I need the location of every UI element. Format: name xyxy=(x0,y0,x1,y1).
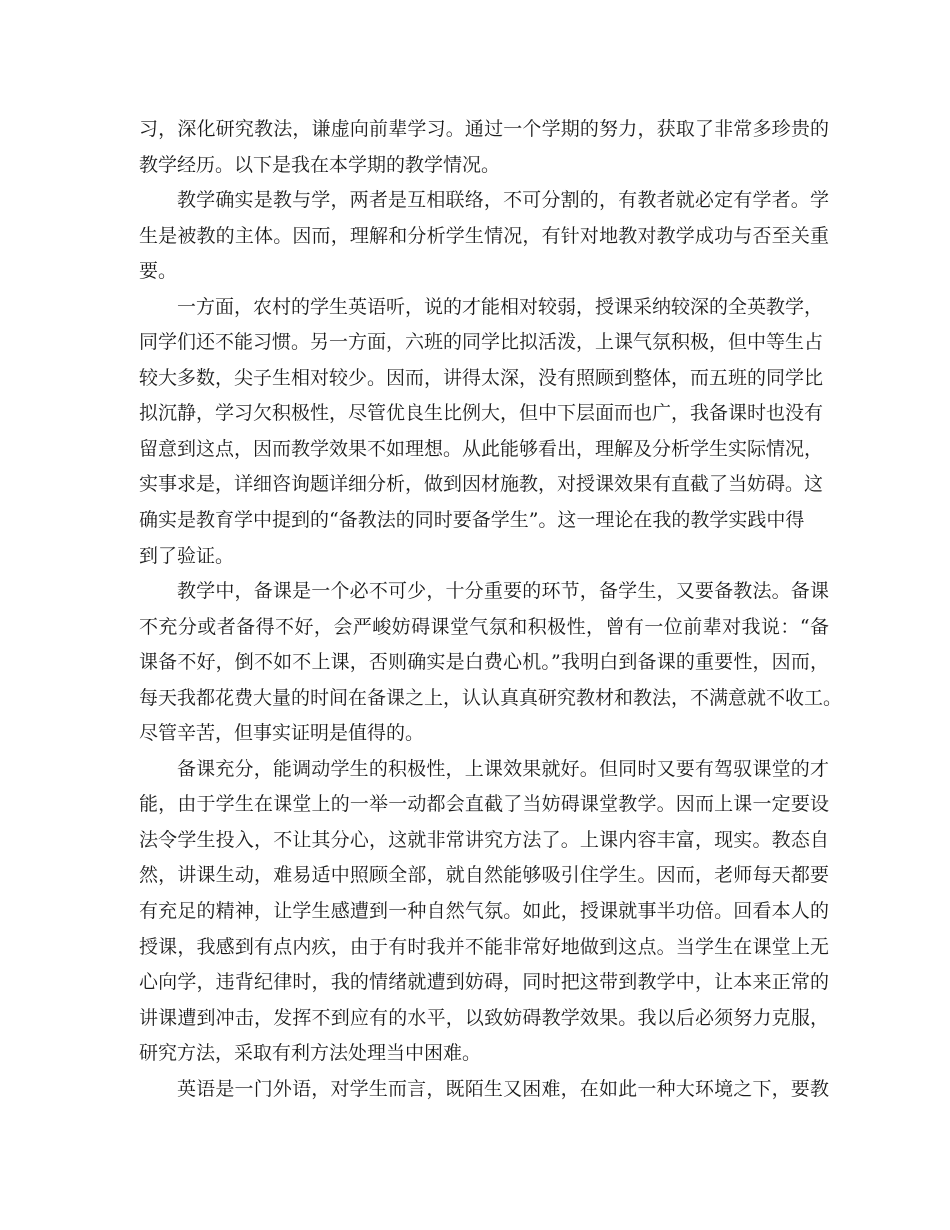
paragraph-first-line: 备课充分，能调动学生的积极性，上课效果就好。但同时又要有驾驭课堂的才 xyxy=(177,757,829,780)
text-line: 尽管辛苦，但事实证明是值得的。 xyxy=(139,722,425,745)
paragraph-first-line: 教学中，备课是一个必不可少，十分重要的环节，备学生，又要备教法。备课 xyxy=(177,580,829,603)
text-line: 法令学生投入，不让其分心，这就非常讲究方法了。上课内容丰富，现实。教态自 xyxy=(139,828,829,851)
text-line: 较大多数，尖子生相对较少。因而，讲得太深，没有照顾到整体，而五班的同学比 xyxy=(139,366,824,389)
text-line: 生是被教的主体。因而，理解和分析学生情况，有针对地教对教学成功与否至关重 xyxy=(139,224,829,247)
text-line: 确实是教育学中提到的“备教法的同时要备学生”。这一理论在我的教学实践中得 xyxy=(139,509,805,532)
text-line: 研究方法，采取有利方法处理当中困难。 xyxy=(139,1042,482,1065)
body-text xyxy=(139,112,843,1107)
text-line: 有充足的精神，让学生感遭到一种自然气氛。如此，授课就事半功倍。回看本人的 xyxy=(139,900,829,923)
text-line: 到了验证。 xyxy=(139,544,235,567)
text-line: 拟沉静，学习欠积极性，尽管优良生比例大，但中下层面而也广，我备课时也没有 xyxy=(139,402,824,425)
text-line: 同学们还不能习惯。另一方面，六班的同学比拟活泼，上课气氛积极，但中等生占 xyxy=(139,331,824,354)
text-line: 课备不好，倒不如不上课，否则确实是白费心机。”我明白到备课的重要性，因而， xyxy=(139,651,829,674)
text-line: 心向学，违背纪律时，我的情绪就遭到妨碍，同时把这带到教学中，让本来正常的 xyxy=(139,971,829,994)
paragraph-first-line: 英语是一门外语，对学生而言，既陌生又困难，在如此一种大环境之下，要教 xyxy=(177,1077,829,1100)
text-line: 每天我都花费大量的时间在备课之上，认认真真研究教材和教法，不满意就不收工。 xyxy=(139,686,843,709)
text-line: 然，讲课生动，难易适中照顾全部，就自然能够吸引住学生。因而，老师每天都要 xyxy=(139,864,829,887)
paragraph-first-line: 教学确实是教与学，两者是互相联络，不可分割的，有教者就必定有学者。学 xyxy=(177,189,829,212)
text-line: 能，由于学生在课堂上的一举一动都会直截了当妨碍课堂教学。因而上课一定要设 xyxy=(139,793,829,816)
text-line: 习，深化研究教法，谦虚向前辈学习。通过一个学期的努力，获取了非常多珍贵的 xyxy=(139,118,829,140)
paragraph-first-line: 一方面，农村的学生英语听，说的才能相对较弱，授课采纳较深的全英教学， xyxy=(177,295,824,318)
text-line: 要。 xyxy=(139,260,178,283)
text-line: 授课，我感到有点内疚，由于有时我并不能非常好地做到这点。当学生在课堂上无 xyxy=(139,935,829,958)
text-line: 教学经历。以下是我在本学期的教学情况。 xyxy=(139,153,501,176)
text-line: 留意到这点，因而教学效果不如理想。从此能够看出，理解及分析学生实际情况， xyxy=(139,437,824,460)
text-line: 不充分或者备得不好，会严峻妨碍课堂气氛和积极性，曾有一位前辈对我说：“备 xyxy=(139,615,829,638)
text-line: 讲课遭到冲击，发挥不到应有的水平，以致妨碍教学效果。我以后必须努力克服， xyxy=(139,1006,829,1029)
text-line: 实事求是，详细咨询题详细分析，做到因材施教，对授课效果有直截了当妨碍。这 xyxy=(139,473,824,496)
